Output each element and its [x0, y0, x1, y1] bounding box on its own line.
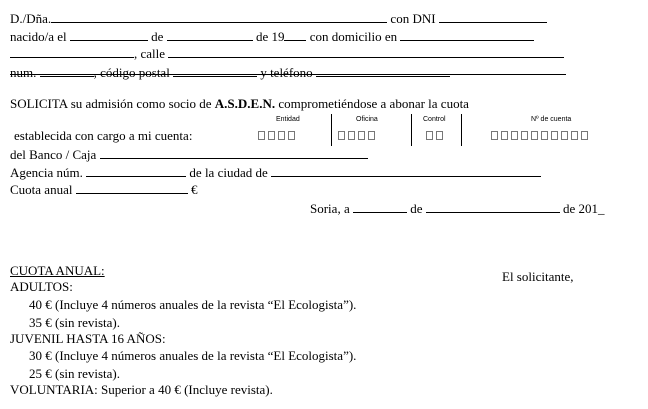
agency-field[interactable] [86, 164, 186, 177]
bank-label: del Banco / Caja [10, 147, 97, 162]
separator [411, 114, 412, 146]
date-year-label: de 201 [563, 201, 599, 216]
quota-label: Cuota anual [10, 182, 73, 197]
signer-label: El solicitante, [502, 269, 574, 284]
agency-line [10, 164, 541, 181]
street-line [10, 45, 564, 62]
solicita-prefix: SOLICITA su admisión como socio de [10, 96, 215, 111]
postal-label: , código postal [93, 65, 170, 80]
birth-line [10, 28, 534, 45]
dni-label: con DNI [390, 11, 436, 26]
domicile-field[interactable] [400, 28, 534, 41]
num-label: num. [10, 65, 37, 80]
born-label: nacido/a el [10, 29, 67, 44]
street-label: , calle [134, 46, 166, 61]
control-boxes[interactable] [426, 131, 446, 141]
birth-year-label: de 19 [255, 29, 285, 44]
adults-title: ADULTOS: [10, 279, 73, 294]
youth-option-1: 30 € (Incluye 4 números anuales de la revista “El Ecologista”). [29, 348, 357, 363]
quota-title: CUOTA ANUAL: [10, 263, 105, 278]
domicile-cont-field[interactable] [10, 45, 134, 58]
account-label: establecida con cargo a mi cuenta: [14, 128, 193, 143]
adults-option-1: 40 € (Incluye 4 números anuales de la revista “El Ecologista”). [29, 297, 357, 312]
day-field[interactable] [353, 200, 407, 213]
oficina-header: Oficina [356, 116, 378, 123]
bank-line [10, 146, 368, 163]
solicita-text [10, 96, 469, 112]
currency-symbol: € [190, 182, 198, 197]
birth-year-field[interactable] [284, 28, 306, 41]
num-field[interactable] [40, 64, 94, 77]
cuenta-header: Nº de cuenta [531, 116, 572, 123]
city-label: de la ciudad de [189, 165, 268, 180]
name-label: D./Dña. [10, 11, 52, 26]
entidad-boxes[interactable] [258, 131, 298, 141]
phone-field[interactable] [316, 64, 450, 77]
cuenta-boxes[interactable] [491, 131, 591, 141]
date-de-label: de [410, 201, 423, 216]
quota-line [10, 181, 197, 198]
phone-label: y teléfono [260, 65, 313, 80]
solicita-suffix: comprometiéndose a abonar la cuota [275, 96, 469, 111]
city-field[interactable] [271, 164, 541, 177]
name-line [10, 10, 547, 27]
voluntary-option: VOLUNTARIA: Superior a 40 € (Incluye revista). [10, 382, 273, 397]
date-line [310, 200, 605, 217]
separator [331, 114, 332, 146]
dni-field[interactable] [439, 10, 547, 23]
control-header: Control [423, 116, 446, 123]
street-field[interactable] [168, 45, 564, 58]
name-field[interactable] [51, 10, 387, 23]
bank-field[interactable] [100, 146, 368, 159]
num-line [10, 64, 450, 81]
youth-title: JUVENIL HASTA 16 AÑOS: [10, 331, 166, 346]
month-field[interactable] [426, 200, 560, 213]
org-name: A.S.D.E.N. [214, 96, 276, 111]
domicile-label: con domicilio en [309, 29, 398, 44]
postal-field[interactable] [173, 64, 257, 77]
separator [461, 114, 462, 146]
birth-de-label: de [151, 29, 164, 44]
agency-label: Agencia núm. [10, 165, 83, 180]
year-field[interactable]: _ [598, 201, 605, 216]
quota-field[interactable] [76, 181, 188, 194]
birth-day-field[interactable] [70, 28, 148, 41]
oficina-boxes[interactable] [338, 131, 378, 141]
youth-option-2: 25 € (sin revista). [29, 366, 120, 381]
entidad-header: Entidad [276, 116, 300, 123]
birth-month-field[interactable] [167, 28, 253, 41]
place-label: Soria, a [310, 201, 350, 216]
adults-option-2: 35 € (sin revista). [29, 315, 120, 330]
